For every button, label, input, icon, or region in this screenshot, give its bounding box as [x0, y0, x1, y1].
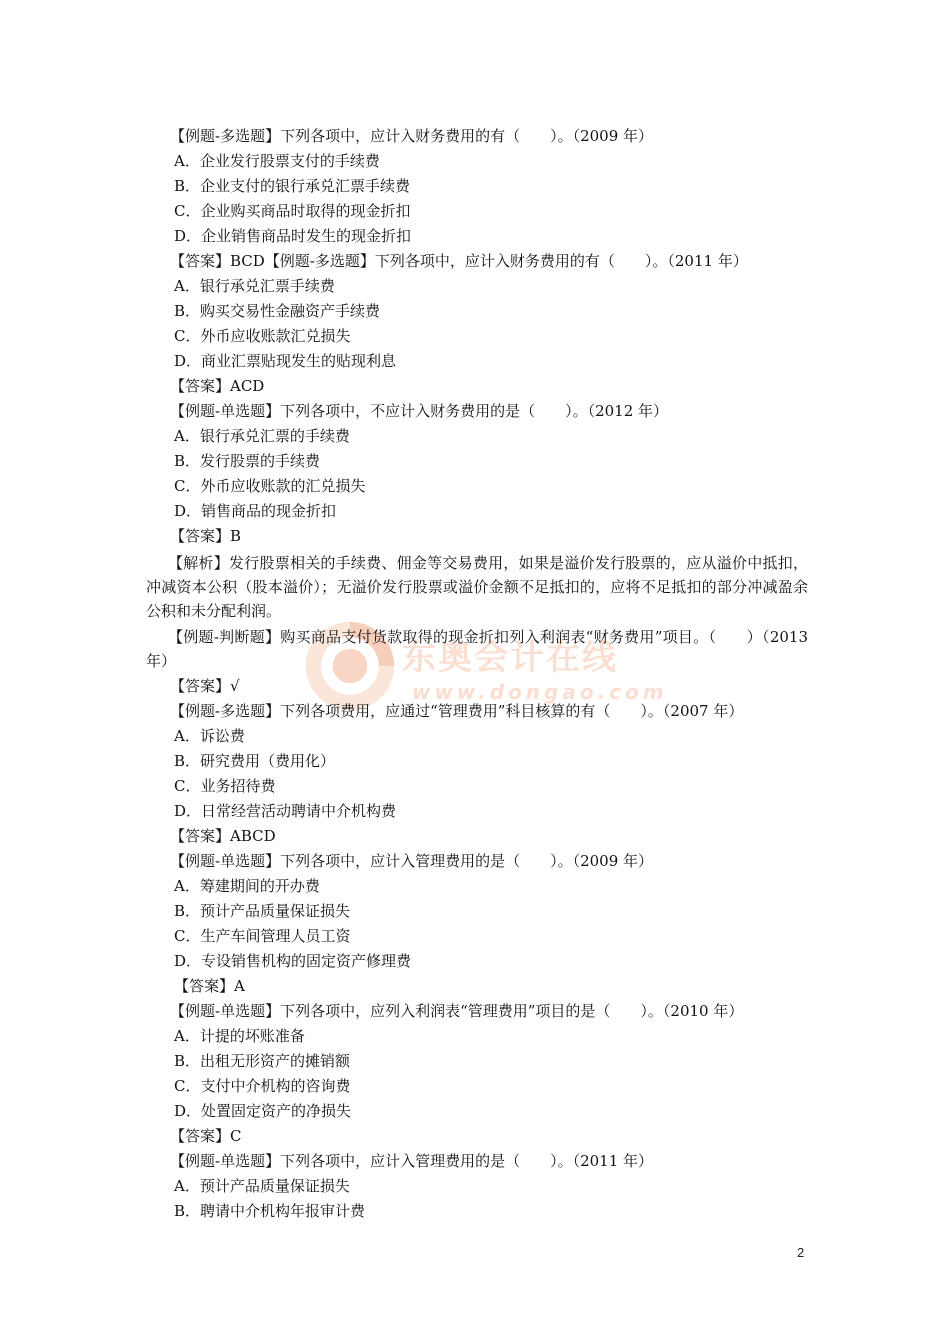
option-line: B．预计产品质量保证损失 [174, 902, 351, 920]
option-line: D．企业销售商品时发生的现金折扣 [174, 227, 412, 245]
option-line: C．生产车间管理人员工资 [174, 927, 351, 945]
question-line: 【例题-多选题】下列各项费用，应通过“管理费用”科目核算的有（ ）。（2007 年） [170, 702, 744, 720]
answer-line: 【答案】A [174, 977, 245, 995]
question-line: 【例题-单选题】下列各项中，应列入利润表“管理费用”项目的是（ ）。（2010 年） [170, 1002, 744, 1020]
judgment-question: 【例题-判断题】购买商品支付货款取得的现金折扣列入利润表“财务费用”项目。（ ）（2013 年） [146, 628, 808, 670]
option-line: D．专设销售机构的固定资产修理费 [174, 952, 412, 970]
analysis-paragraph: 【解析】发行股票相关的手续费、佣金等交易费用，如果是溢价发行股票的，应从溢价中抵扣，冲减资本公积（股本溢价）；无溢价发行股票或溢价金额不足抵扣的，应将不足抵扣的部分冲减盈余公积和未分配利润。 [146, 554, 808, 620]
question-line: 【例题-单选题】下列各项中，应计入管理费用的是（ ）。（2009 年） [170, 852, 654, 870]
option-line: A．预计产品质量保证损失 [174, 1177, 350, 1195]
option-line: B．出租无形资产的摊销额 [174, 1052, 351, 1070]
answer-line: 【答案】ACD [170, 377, 265, 395]
answer-line: 【答案】C [170, 1127, 242, 1145]
watermark-url: www.dongao.com [412, 680, 668, 704]
option-line: B．聘请中介机构年报审计费 [174, 1202, 366, 1220]
option-line: A．企业发行股票支付的手续费 [174, 152, 380, 170]
answer-line: 【答案】ABCD [170, 827, 276, 845]
option-line: B．企业支付的银行承兑汇票手续费 [174, 177, 411, 195]
document-body [146, 124, 816, 1224]
option-line: D．日常经营活动聘请中介机构费 [174, 802, 397, 820]
option-line: A．计提的坏账准备 [174, 1027, 305, 1045]
question-line: 【例题-单选题】下列各项中，不应计入财务费用的是（ ）。（2012 年） [170, 402, 669, 420]
option-line: A．诉讼费 [174, 727, 245, 745]
option-line: A．筹建期间的开办费 [174, 877, 320, 895]
option-line: B．研究费用（费用化） [174, 752, 336, 770]
question-line: 【例题-多选题】下列各项中，应计入财务费用的有（ ）。（2009 年） [170, 127, 654, 145]
answer-question-line: 【答案】BCD【例题-多选题】下列各项中，应计入财务费用的有（ ）。（2011 年） [170, 252, 748, 270]
option-line: D．销售商品的现金折扣 [174, 502, 337, 520]
option-line: B．发行股票的手续费 [174, 452, 321, 470]
option-line: C．企业购买商品时取得的现金折扣 [174, 202, 411, 220]
option-line: A．银行承兑汇票的手续费 [174, 427, 350, 445]
answer-line: 【答案】√ [170, 677, 240, 695]
option-line: A．银行承兑汇票手续费 [174, 277, 335, 295]
page-number: 2 [797, 1245, 805, 1260]
option-line: C．外币应收账款汇兑损失 [174, 327, 351, 345]
option-line: D．商业汇票贴现发生的贴现利息 [174, 352, 397, 370]
answer-line: 【答案】B [170, 527, 242, 545]
option-line: D．处置固定资产的净损失 [174, 1102, 352, 1120]
question-line: 【例题-单选题】下列各项中，应计入管理费用的是（ ）。（2011 年） [170, 1152, 654, 1170]
option-line: C．支付中介机构的咨询费 [174, 1077, 351, 1095]
watermark-name: 东奥会计在线 [402, 638, 618, 678]
option-line: C．业务招待费 [174, 777, 276, 795]
option-line: B．购买交易性金融资产手续费 [174, 302, 381, 320]
option-line: C．外币应收账款的汇兑损失 [174, 477, 366, 495]
